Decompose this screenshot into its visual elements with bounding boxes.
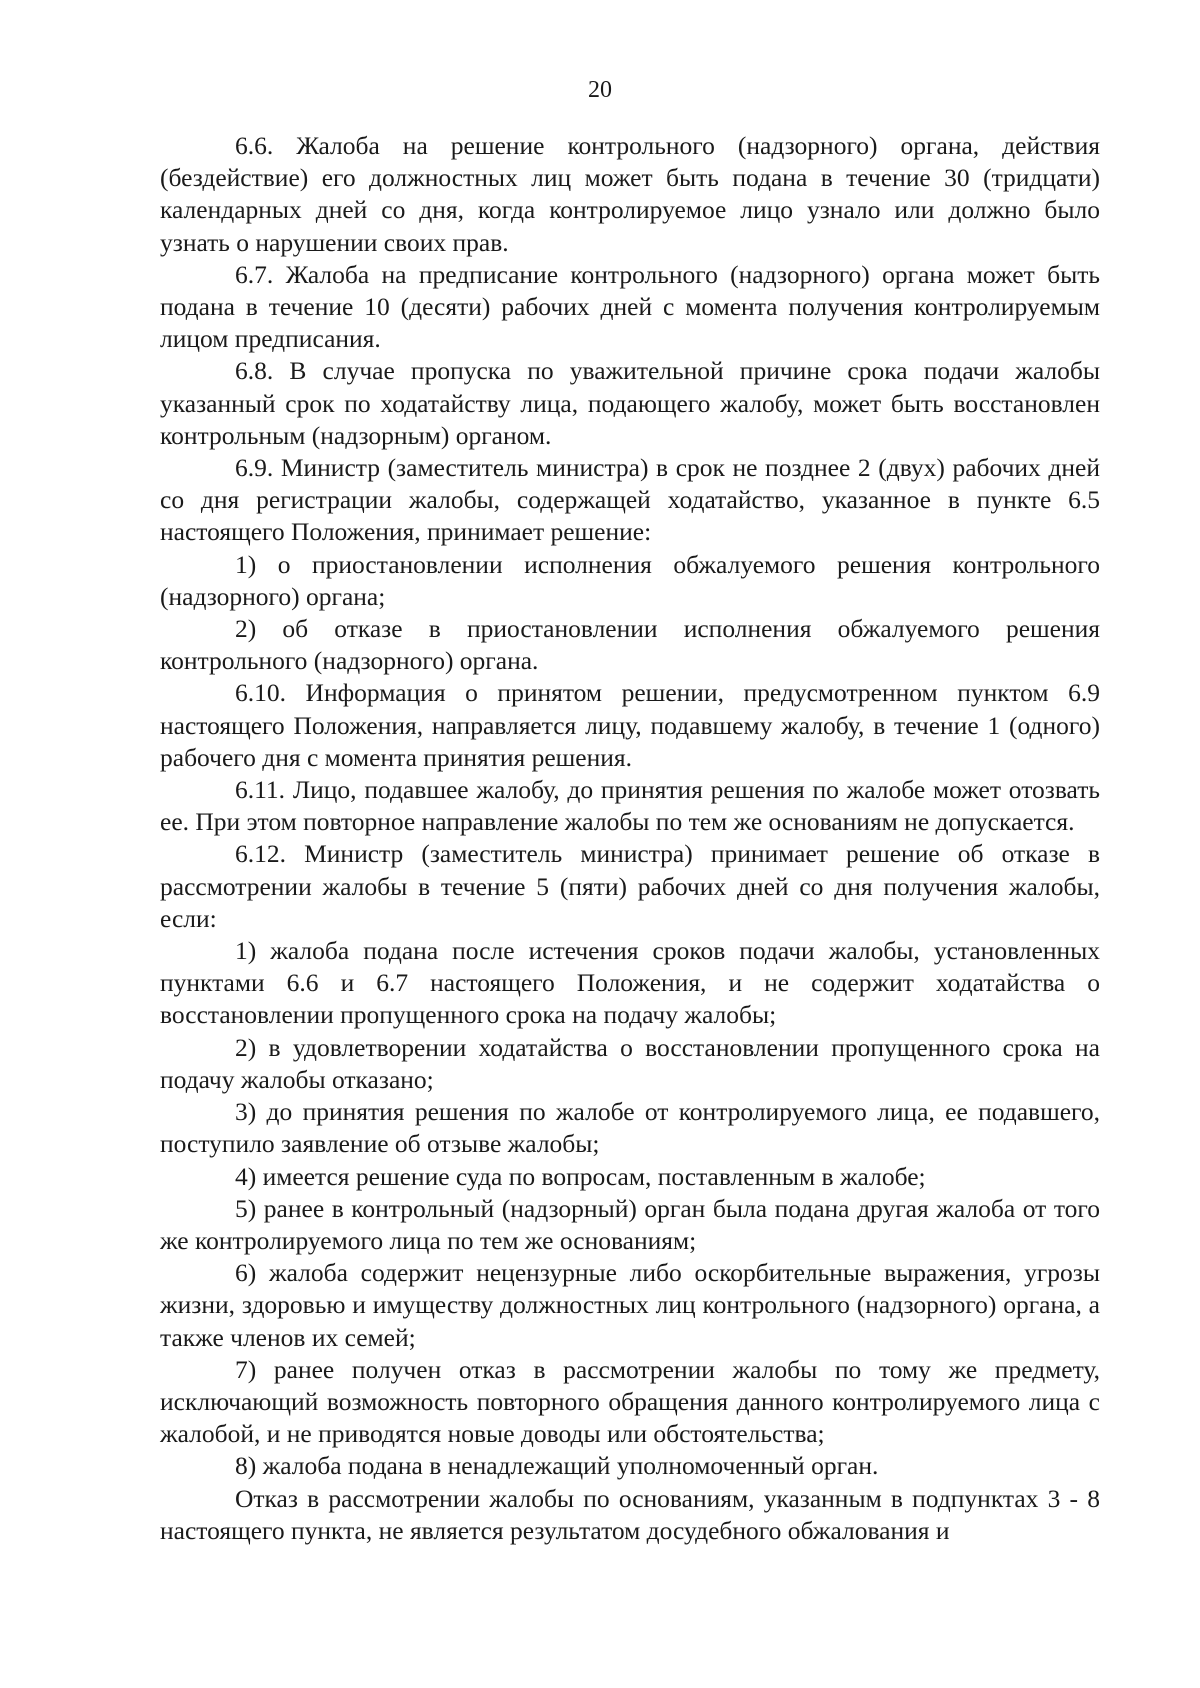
list-item-6-12-2: 2) в удовлетворении ходатайства о восстановлении пропущенного срока на подачу жалобы отказано; <box>160 1032 1100 1094</box>
paragraph-6-12: 6.12. Министр (заместитель министра) принимает решение об отказе в рассмотрении жалобы в течение 5 (пяти) рабочих дней со дня получения жалобы, если: <box>160 839 1100 933</box>
paragraph-6-7: 6.7. Жалоба на предписание контрольного (надзорного) органа может быть подана в течение 10 (десяти) рабочих дней с момента получения контролируемым лицом предписания. <box>160 259 1100 354</box>
paragraph-6-9: 6.9. Министр (заместитель министра) в срок не позднее 2 (двух) рабочих дней со дня регистрации жалобы, содержащей ходатайство, указанное в пункте 6.5 настоящего Положения, принимает решение: <box>160 453 1100 547</box>
paragraph-refusal-note: Отказ в рассмотрении жалобы по основаниям, указанным в подпунктах 3 - 8 настоящего пункта, не является результатом досудебного обжалования и <box>160 1483 1100 1545</box>
list-item-6-9-2: 2) об отказе в приостановлении исполнения обжалуемого решения контрольного (надзорного) органа. <box>160 614 1100 676</box>
page-number: 20 <box>588 77 612 103</box>
list-item-6-9-1: 1) о приостановлении исполнения обжалуемого решения контрольного (надзорного) органа; <box>160 549 1100 611</box>
list-item-6-12-3: 3) до принятия решения по жалобе от контролируемого лица, ее подавшего, поступило заявление об отзыве жалобы; <box>160 1097 1100 1159</box>
list-item-6-12-8: 8) жалоба подана в ненадлежащий уполномоченный орган. <box>235 1451 879 1481</box>
document-body <box>160 130 1100 1547</box>
list-item-6-12-6: 6) жалоба содержит нецензурные либо оскорбительные выражения, угрозы жизни, здоровью и имуществу должностных лиц контрольного (надзорного) органа, а также членов их семей; <box>160 1258 1100 1352</box>
list-item-6-12-1: 1) жалоба подана после истечения сроков подачи жалобы, установленных пунктами 6.6 и 6.7 настоящего Положения, и не содержит ходатайства о восстановлении пропущенного срока на подачу жалобы; <box>160 936 1100 1030</box>
list-item-6-12-5: 5) ранее в контрольный (надзорный) орган была подана другая жалоба от того же контролируемого лица по тем же основаниям; <box>160 1193 1100 1255</box>
paragraph-6-11: 6.11. Лицо, подавшее жалобу, до принятия решения по жалобе может отозвать ее. При этом повторное направление жалобы по тем же основаниям не допускается. <box>160 775 1100 837</box>
paragraph-6-6: 6.6. Жалоба на решение контрольного (надзорного) органа, действия (бездействие) его должностных лиц может быть подана в течение 30 (тридцати) календарных дней со дня, когда контролируемое лицо узнало или должно было узнать о нарушении своих прав. <box>160 131 1100 257</box>
list-item-6-12-7: 7) ранее получен отказ в рассмотрении жалобы по тому же предмету, исключающий возможность повторного обращения данного контролируемого лица с жалобой, и не приводятся новые доводы или обстоятельства; <box>160 1354 1100 1449</box>
paragraph-6-8: 6.8. В случае пропуска по уважительной причине срока подачи жалобы указанный срок по ходатайству лица, подающего жалобу, может быть восстановлен контрольным (надзорным) органом. <box>160 356 1100 450</box>
paragraph-6-10: 6.10. Информация о принятом решении, предусмотренном пунктом 6.9 настоящего Положения, направляется лицу, подавшему жалобу, в течение 1 (одного) рабочего дня с момента принятия решения. <box>160 678 1100 772</box>
list-item-6-12-4: 4) имеется решение суда по вопросам, поставленным в жалобе; <box>235 1161 926 1191</box>
